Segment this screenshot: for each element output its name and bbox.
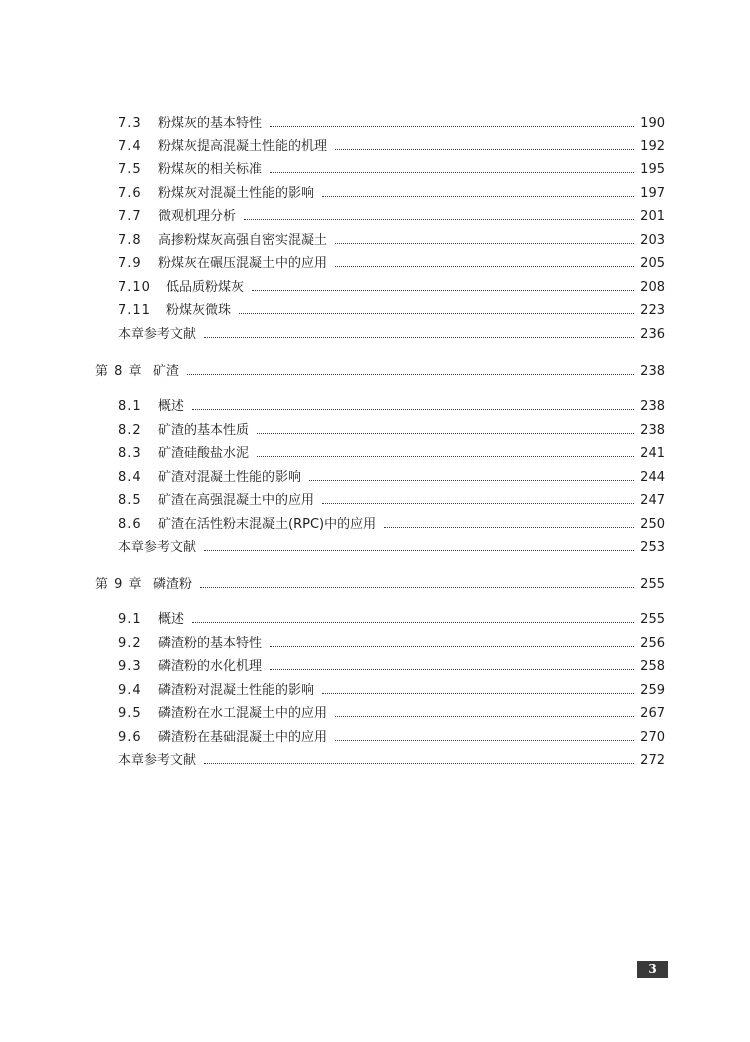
entry-title: 概述 bbox=[158, 612, 185, 627]
section-number: 8.1 bbox=[118, 399, 142, 414]
toc-entry-9-6[interactable] bbox=[118, 728, 665, 748]
dot-leader bbox=[270, 646, 634, 647]
section-number: 7.4 bbox=[118, 139, 142, 154]
dot-leader bbox=[335, 740, 634, 741]
section-number: 8.3 bbox=[118, 446, 142, 461]
toc-entry-7-5[interactable] bbox=[118, 160, 665, 180]
dot-leader bbox=[335, 149, 634, 150]
toc-chapter-8[interactable] bbox=[95, 362, 665, 382]
entry-title: 磷渣粉的水化机理 bbox=[158, 659, 263, 674]
page-ref: 241 bbox=[640, 446, 665, 461]
dot-leader bbox=[257, 456, 634, 457]
page-ref: 238 bbox=[640, 364, 665, 379]
dot-leader bbox=[200, 587, 634, 588]
section-number: 7.10 bbox=[118, 280, 151, 295]
toc-entry-9-2[interactable] bbox=[118, 634, 665, 654]
dot-leader bbox=[239, 313, 634, 314]
toc-entry-8-6[interactable] bbox=[118, 515, 665, 535]
section-number: 9.4 bbox=[118, 683, 142, 698]
dot-leader bbox=[244, 219, 634, 220]
toc-entry-9-1[interactable] bbox=[118, 610, 665, 630]
entry-title: 粉煤灰微珠 bbox=[166, 303, 232, 318]
entry-title: 本章参考文献 bbox=[118, 540, 197, 555]
entry-title: 矿渣硅酸盐水泥 bbox=[158, 446, 250, 461]
page-ref: 223 bbox=[640, 303, 665, 318]
dot-leader bbox=[335, 266, 634, 267]
dot-leader bbox=[192, 622, 634, 623]
dot-leader bbox=[384, 527, 634, 528]
entry-title: 本章参考文献 bbox=[118, 753, 197, 768]
toc-entry-ch7-references[interactable] bbox=[118, 325, 665, 345]
section-number: 7.8 bbox=[118, 233, 142, 248]
dot-leader bbox=[270, 172, 634, 173]
dot-leader bbox=[270, 669, 634, 670]
toc-entry-8-4[interactable] bbox=[118, 468, 665, 488]
page-ref: 201 bbox=[640, 209, 665, 224]
entry-title: 矿渣在高强混凝土中的应用 bbox=[158, 493, 315, 508]
page-ref: 255 bbox=[640, 577, 665, 592]
page-ref: 250 bbox=[640, 517, 665, 532]
dot-leader bbox=[192, 409, 634, 410]
dot-leader bbox=[309, 480, 634, 481]
toc-entry-8-2[interactable] bbox=[118, 421, 665, 441]
dot-leader bbox=[322, 196, 634, 197]
page-ref: 256 bbox=[640, 636, 665, 651]
entry-title: 磷渣粉在水工混凝土中的应用 bbox=[158, 706, 328, 721]
page-ref: 253 bbox=[640, 540, 665, 555]
dot-leader bbox=[204, 337, 634, 338]
page-ref: 208 bbox=[640, 280, 665, 295]
section-number: 9.2 bbox=[118, 636, 142, 651]
toc-entry-7-10[interactable] bbox=[118, 278, 665, 298]
entry-title: 矿渣对混凝土性能的影响 bbox=[158, 470, 302, 485]
dot-leader bbox=[204, 763, 634, 764]
toc-entry-8-1[interactable] bbox=[118, 397, 665, 417]
section-number: 8.5 bbox=[118, 493, 142, 508]
page-ref: 236 bbox=[640, 327, 665, 342]
toc-entry-8-5[interactable] bbox=[118, 491, 665, 511]
dot-leader bbox=[322, 693, 634, 694]
toc-entry-9-3[interactable] bbox=[118, 657, 665, 677]
toc-entry-ch9-references[interactable] bbox=[118, 751, 665, 771]
entry-title: 微观机理分析 bbox=[158, 209, 237, 224]
page-ref: 190 bbox=[640, 116, 665, 131]
page-ref: 238 bbox=[640, 423, 665, 438]
chapter-number: 第 9 章 bbox=[95, 577, 143, 592]
section-number: 8.2 bbox=[118, 423, 142, 438]
entry-title: 低品质粉煤灰 bbox=[166, 280, 245, 295]
toc-chapter-9[interactable] bbox=[95, 575, 665, 595]
section-number: 7.5 bbox=[118, 162, 142, 177]
section-number: 9.6 bbox=[118, 730, 142, 745]
section-number: 7.3 bbox=[118, 116, 142, 131]
dot-leader bbox=[322, 503, 634, 504]
chapter-title: 磷渣粉 bbox=[153, 577, 193, 592]
section-number: 7.9 bbox=[118, 256, 142, 271]
entry-title: 高掺粉煤灰高强自密实混凝土 bbox=[158, 233, 328, 248]
section-number: 9.1 bbox=[118, 612, 142, 627]
toc-entry-7-3[interactable] bbox=[118, 114, 665, 134]
page-ref: 203 bbox=[640, 233, 665, 248]
entry-title: 粉煤灰在碾压混凝土中的应用 bbox=[158, 256, 328, 271]
page-ref: 192 bbox=[640, 139, 665, 154]
entry-title: 矿渣的基本性质 bbox=[158, 423, 250, 438]
page-ref: 244 bbox=[640, 470, 665, 485]
toc-entry-ch8-references[interactable] bbox=[118, 538, 665, 558]
page-ref: 205 bbox=[640, 256, 665, 271]
entry-title: 磷渣粉在基础混凝土中的应用 bbox=[158, 730, 328, 745]
section-number: 7.7 bbox=[118, 209, 142, 224]
chapter-title: 矿渣 bbox=[153, 364, 180, 379]
page-ref: 270 bbox=[640, 730, 665, 745]
section-number: 7.11 bbox=[118, 303, 151, 318]
dot-leader bbox=[257, 433, 634, 434]
entry-title: 概述 bbox=[158, 399, 185, 414]
page-ref: 195 bbox=[640, 162, 665, 177]
page-ref: 247 bbox=[640, 493, 665, 508]
dot-leader bbox=[252, 290, 634, 291]
section-number: 8.4 bbox=[118, 470, 142, 485]
chapter-number: 第 8 章 bbox=[95, 364, 143, 379]
dot-leader bbox=[335, 243, 634, 244]
page-ref: 272 bbox=[640, 753, 665, 768]
page-ref: 255 bbox=[640, 612, 665, 627]
entry-title: 粉煤灰对混凝土性能的影响 bbox=[158, 186, 315, 201]
entry-title: 矿渣在活性粉末混凝土(RPC)中的应用 bbox=[158, 517, 377, 532]
entry-title: 本章参考文献 bbox=[118, 327, 197, 342]
page-number-badge: 3 bbox=[637, 961, 668, 978]
entry-title: 粉煤灰的相关标准 bbox=[158, 162, 263, 177]
section-number: 9.3 bbox=[118, 659, 142, 674]
section-number: 9.5 bbox=[118, 706, 142, 721]
toc-entry-8-3[interactable] bbox=[118, 444, 665, 464]
toc-entry-7-8[interactable] bbox=[118, 231, 665, 251]
toc-entry-9-5[interactable] bbox=[118, 704, 665, 724]
entry-title: 磷渣粉对混凝土性能的影响 bbox=[158, 683, 315, 698]
dot-leader bbox=[187, 374, 634, 375]
page-ref: 238 bbox=[640, 399, 665, 414]
page-ref: 259 bbox=[640, 683, 665, 698]
toc-entry-7-11[interactable] bbox=[118, 301, 665, 321]
toc-entry-7-4[interactable] bbox=[118, 137, 665, 157]
entry-title: 粉煤灰的基本特性 bbox=[158, 116, 263, 131]
toc-entry-9-4[interactable] bbox=[118, 681, 665, 701]
page-ref: 267 bbox=[640, 706, 665, 721]
section-number: 8.6 bbox=[118, 517, 142, 532]
dot-leader bbox=[335, 716, 634, 717]
dot-leader bbox=[270, 126, 634, 127]
toc-entry-7-9[interactable] bbox=[118, 254, 665, 274]
section-number: 7.6 bbox=[118, 186, 142, 201]
page-ref: 197 bbox=[640, 186, 665, 201]
toc-entry-7-6[interactable] bbox=[118, 184, 665, 204]
page-ref: 258 bbox=[640, 659, 665, 674]
entry-title: 粉煤灰提高混凝土性能的机理 bbox=[158, 139, 328, 154]
dot-leader bbox=[204, 550, 634, 551]
entry-title: 磷渣粉的基本特性 bbox=[158, 636, 263, 651]
toc-entry-7-7[interactable] bbox=[118, 207, 665, 227]
